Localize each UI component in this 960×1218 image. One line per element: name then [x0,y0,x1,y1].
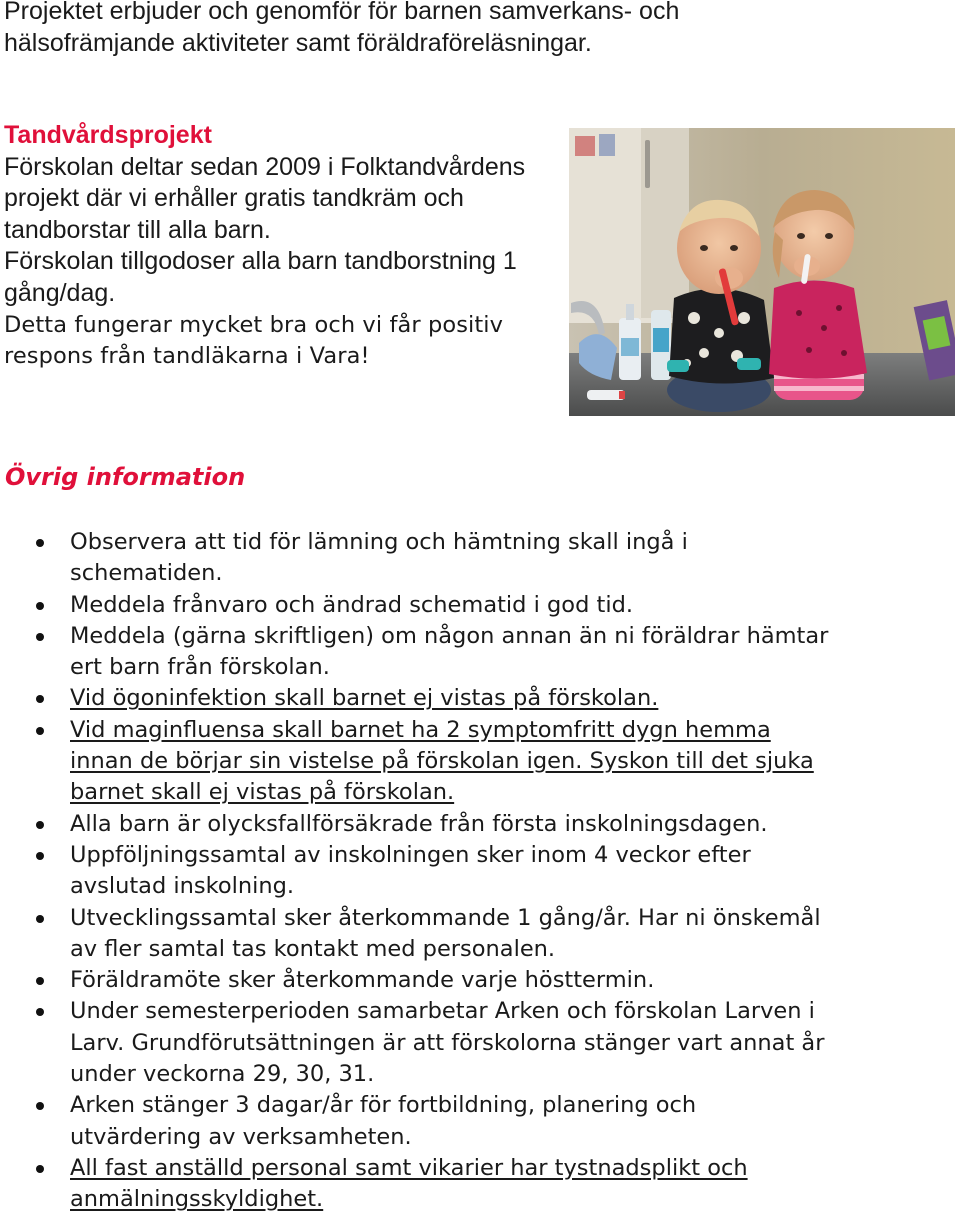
list-item-line: Observera att tid för lämning och hämtning skall ingå i [70,529,688,555]
list-item [0,621,950,684]
bullet-icon [36,1165,44,1173]
photo-illustration [569,128,955,416]
intro-line: hälsofrämjande aktiviteter samt föräldraföreläsningar. [4,28,592,57]
soap-label [653,328,669,352]
child-boy [667,200,774,412]
child-girl [769,190,867,400]
tandvard-line: Detta fungerar mycket bra och vi får positiv [4,311,504,338]
list-item-line: utvärdering av verksamheten. [70,1123,412,1150]
list-item [0,1090,950,1153]
list-item-line: schematiden. [70,560,223,587]
bullet-icon [36,602,44,610]
children-toothbrushing-photo [569,128,955,416]
underlined-text: barnet skall ej vistas på förskolan. [70,779,455,806]
list-item [0,590,950,621]
list-item-line: Alla barn är olycksfallförsäkrade från första inskolningsdagen. [70,810,768,837]
list-item-line [70,746,950,777]
bullet-icon [36,821,44,829]
list-item [0,1153,950,1216]
bullet-icon [36,977,44,985]
sticker [575,136,595,156]
list-item-line: avslutad inskolning. [70,873,295,900]
intro-paragraph [4,0,724,59]
underlined-text: All fast anställd personal samt vikarier har tystnadsplikt och [70,1154,748,1181]
list-item-line: Arken stänger 3 dagar/år för fortbildning, planering och [70,1092,697,1119]
list-item [0,840,950,903]
bullet-icon [36,852,44,860]
list-item-line: Meddela frånvaro och ändrad schematid i god tid. [70,591,634,618]
list-item-line: under veckorna 29, 30, 31. [70,1061,375,1088]
underlined-text: innan de börjar sin vistelse på förskolan igen. Syskon till det sjuka [70,748,814,775]
intro-line: Projektet erbjuder och genomför för barnen samverkans- och [4,0,680,25]
list-item [0,903,950,966]
section-title-ovrig: Övrig information [5,463,246,491]
soap-pump [626,304,634,320]
list-item [0,715,950,809]
tandvard-line: respons från tandläkarna i Vara! [4,343,370,370]
list-item-line [70,715,950,746]
list-item-line [70,777,950,808]
tandvard-line: Förskolan deltar sedan 2009 i Folktandvårdens [4,152,526,181]
bullet-icon [36,1008,44,1016]
bullet-icon [36,539,44,547]
list-item-line: Uppföljningssamtal av inskolningen sker inom 4 veckor efter [70,841,751,868]
list-item-line [70,1184,950,1215]
underlined-text: Vid ögoninfektion skall barnet ej vistas på förskolan. [70,685,659,712]
list-item-line: ert barn från förskolan. [70,654,330,681]
toothpaste-cap [619,391,625,399]
bullet-icon [36,1102,44,1110]
bullet-icon [36,633,44,641]
list-item-line [70,1153,950,1184]
sticker [599,134,615,156]
underlined-text: Vid maginfluensa skall barnet ha 2 symptomfritt dygn hemma [70,716,771,743]
tandvard-heading: Tandvårdsprojekt [4,121,212,149]
tandvard-line: tandborstar till alla barn. [4,215,271,244]
info-list [0,527,950,1216]
list-item-line: Larv. Grundförutsättningen är att förskolorna stänger vart annat år [70,1029,825,1056]
tandvard-line: projekt där vi erhåller gratis tandkräm och [4,184,464,213]
soap-label [621,338,639,356]
tandvard-line: Förskolan tillgodoser alla barn tandborstning 1 [4,247,517,276]
list-item [0,809,950,840]
list-item [0,683,950,714]
bullet-icon [36,727,44,735]
tandvard-line: gång/dag. [4,278,116,307]
list-item-line [70,683,950,714]
list-item [0,527,950,590]
bullet-icon [36,695,44,703]
bullet-icon [36,915,44,923]
list-item [0,996,950,1090]
cabinet-handle [645,140,650,188]
list-item-line: Föräldramöte sker återkommande varje hösttermin. [70,967,655,994]
list-item-line: av fler samtal tas kontakt med personalen. [70,935,556,962]
tandvard-section [4,120,564,373]
list-item-line: Meddela (gärna skriftligen) om någon annan än ni föräldrar hämtar [70,622,829,649]
list-item [0,965,950,996]
list-item-line: Under semesterperioden samarbetar Arken och förskolan Larven i [70,998,815,1025]
list-item-line: Utvecklingssamtal sker återkommande 1 gång/år. Har ni önskemål [70,904,821,931]
underlined-text: anmälningsskyldighet. [70,1186,324,1213]
